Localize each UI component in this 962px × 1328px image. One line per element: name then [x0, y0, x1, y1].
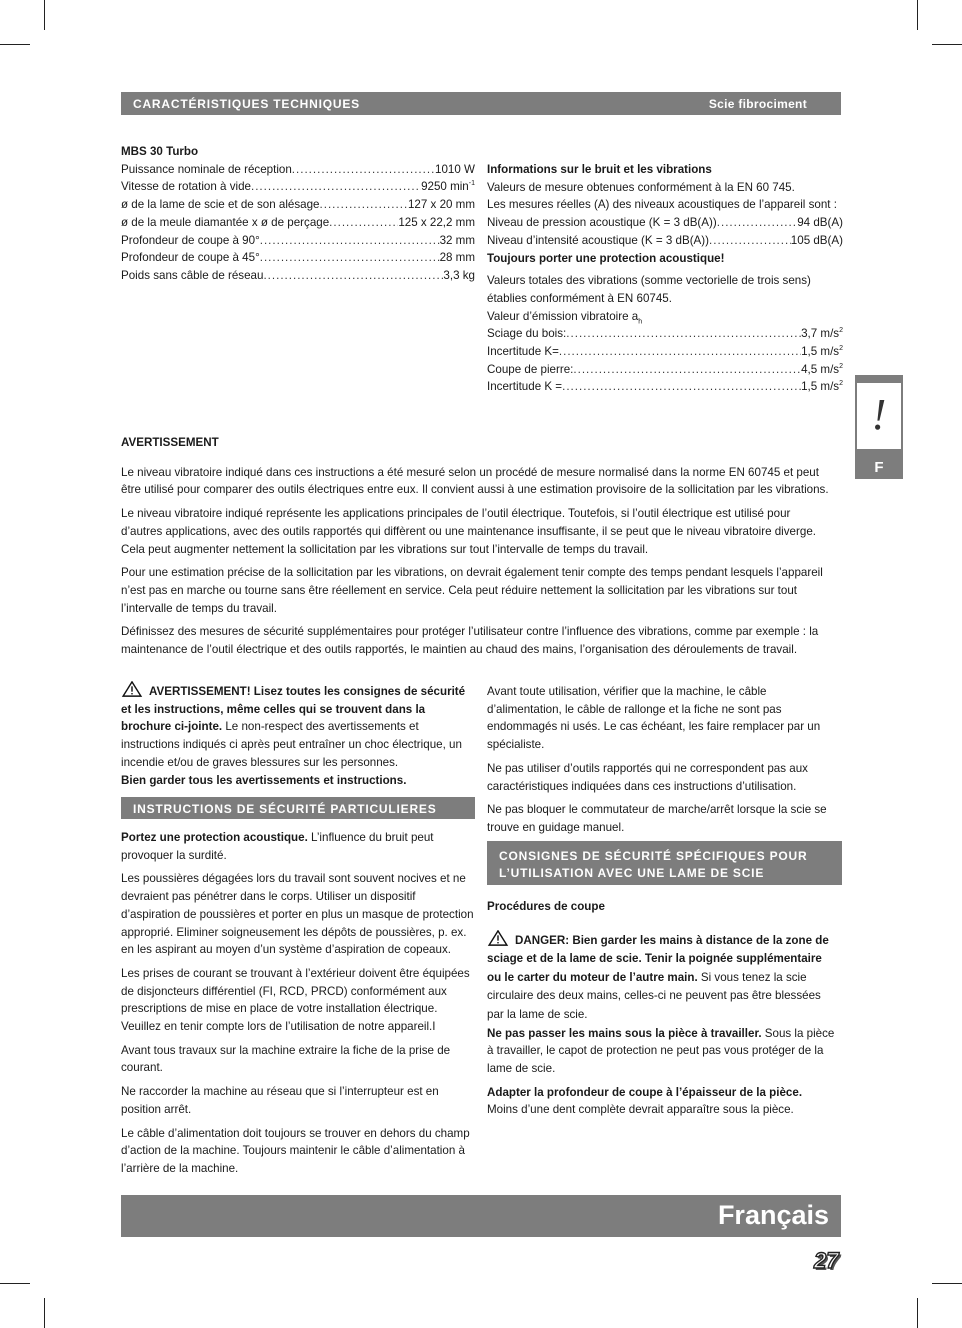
dot-leader: [717, 214, 797, 232]
warning-paragraph: Définissez des mesures de sécurité supplémentaires pour protéger l’utilisateur contre l’influence des vibrations, comme par exemple : la maintenance de l’outil électrique et des outils rapportés, le maintien au chaud des mains, l’organisation des déroulements de travail.: [121, 625, 819, 657]
row-value: 4,5 $m/s^2$: [801, 362, 843, 376]
spec-row: [487, 361, 843, 379]
row-value: 3,7 $m/s^2$: [801, 327, 843, 341]
model-name: MBS 30 Turbo: [121, 145, 199, 158]
row-label: Puissance nominale de réception: [121, 162, 292, 176]
noise-line1: Valeurs de mesure obtenues conformément à la EN 60 745.: [487, 180, 795, 194]
language-letter: F: [874, 459, 884, 476]
right-column: [487, 683, 827, 843]
instruction-paragraph: Avant tous travaux sur la machine extraire la fiche de la prise de courant.: [121, 1043, 451, 1075]
row-value: 1,5 $m/s^2$: [801, 345, 843, 359]
acoustic-bold: Portez une protection acoustique.: [121, 831, 308, 844]
row-value: 94 dB(A): [797, 216, 843, 230]
row-value: 1010 W: [435, 162, 475, 176]
danger-text: Si vous tenez la scie circulaire des deux mains, celles-ci ne peuvent pas être blessées par la lame de scie.: [487, 970, 821, 1022]
warning-paragraph: Le niveau vibratoire indiqué représente les applications principales de l’outil électrique. Toutefois, si l’outil électrique est utilisé pour d’autres applications, avec des outils rapportés qui diffèrent ou une maintenance insuffisante, il se peut que le niveau vibratoire diverge. Cela peut augmenter nettement la sollicitation par les vibrations sur tout l’intervalle de temps du travail.: [121, 507, 816, 556]
exclamation-mark: !: [871, 390, 887, 439]
dot-leader: [260, 249, 440, 267]
crop-mark: [44, 1298, 45, 1328]
crop-mark: [917, 0, 918, 30]
header-title: CARACTÉRISTIQUES TECHNIQUES: [133, 97, 360, 111]
hands-bold: Ne pas passer les mains sous la pièce à travailler.: [487, 1026, 762, 1040]
noise-title: Informations sur le bruit et les vibrations: [487, 163, 712, 176]
warning-side-tab: [855, 375, 903, 479]
warning-triangle-icon: [487, 930, 509, 946]
dot-leader: [329, 214, 398, 232]
row-value: 127 x 20 mm: [407, 198, 475, 212]
warning-paragraph: Pour une estimation précise de la sollicitation par les vibrations, on devrait également tenir compte des temps pendant lesquels l’appareil n’est pas en marche ou tourne sans être réellement en service. Cela peut réduire nettement la sollicitation par les vibrations sur tout l’intervalle de temps du travail.: [121, 566, 823, 615]
row-value: 105 dB(A): [790, 233, 843, 247]
specs-block: [121, 143, 475, 285]
right-column-body: [487, 898, 837, 1119]
instruction-paragraph: Les poussières dégagées lors du travail sont souvent nocives et ne devraient pas pénétrer dans le corps. Utiliser un dispositif d’aspiration de poussières et porter en plus un masque de protection approprié. Eliminer soigneusement les dépôts de poussières, p. ex. en les aspirant au moyen d’un système d’aspiration de copeaux.: [121, 872, 474, 957]
row-value: 125 x 22,2 mm: [398, 215, 475, 229]
warning-paragraph: Le niveau vibratoire indiqué dans ces instructions a été mesuré selon un procédé de mesure normalisé dans la norme EN 60745 et peut être utilisé pour comparer des outils électriques entre eux. Il convient aussi à une estimation provisoire de la sollicitation par les vibrations.: [121, 465, 829, 497]
row-label: Vitesse de rotation à vide: [121, 180, 251, 194]
warning-triangle-icon: [121, 681, 143, 697]
hands-text: Sous la pièce à travailler, le capot de protection ne peut pas vous protéger de la lame de scie.: [487, 1026, 835, 1076]
dot-leader: [573, 361, 801, 379]
spec-row: [487, 325, 843, 343]
row-label: Profondeur de coupe à 90°: [121, 233, 260, 247]
row-label: Coupe de pierre:: [487, 362, 574, 376]
crop-mark: [932, 44, 962, 45]
acoustic-text: L’influence du bruit peut provoquer la surdité.: [121, 831, 434, 862]
spec-row: [121, 232, 475, 250]
spec-row: [121, 161, 475, 179]
instruction-paragraph: Avant toute utilisation, vérifier que la machine, le câble d’alimentation, le câble de rallonge et la fiche ne sont pas endommagés ni usés. Le cas échéant, les faire remplacer par un spécialiste.: [487, 685, 821, 752]
emission-label: Valeur d’émission vibratoire $a_h$: [487, 309, 643, 325]
row-label: Incertitude K=: [487, 345, 559, 359]
instruction-paragraph: Ne raccorder la machine au réseau que si l’interrupteur est en position arrêt.: [121, 1085, 439, 1116]
row-value: 1,5 $m/s^2$: [801, 380, 843, 394]
crop-mark: [44, 0, 45, 30]
vibration-intro: Valeurs totales des vibrations (somme vectorielle de trois sens) établies conformément à EN 60745.: [487, 274, 811, 305]
protection-note: Toujours porter une protection acoustique!: [487, 251, 725, 265]
row-value: 3,3 kg: [443, 268, 475, 282]
dot-leader: [263, 267, 443, 285]
crop-mark: [0, 44, 30, 45]
procedure-title: Procédures de coupe: [487, 900, 605, 913]
spec-row: [121, 196, 475, 214]
section-title: INSTRUCTIONS DE SÉCURITÉ PARTICULIERES: [133, 802, 437, 816]
dot-leader: [562, 378, 801, 396]
depth-text: Moins d’une dent complète devrait apparaître sous la pièce.: [487, 1103, 794, 1117]
row-label: Incertitude K =: [487, 380, 563, 394]
dot-leader: [709, 232, 791, 250]
footer-bar: [121, 1195, 841, 1237]
spec-row: [121, 249, 475, 267]
section-bar-circular: [487, 841, 842, 897]
dot-leader: [260, 232, 440, 250]
row-label: Profondeur de coupe à 45°: [121, 251, 260, 265]
row-label: Sciage du bois:: [487, 327, 567, 341]
keep-instructions: Bien garder tous les avertissements et instructions.: [121, 773, 407, 787]
dot-leader: [559, 343, 801, 361]
left-column-body: [121, 829, 477, 1184]
dot-leader: [251, 178, 421, 196]
spec-row: [487, 214, 843, 232]
danger-bold: DANGER: Bien garder les mains à distance de la zone de sciage et de la lame de scie. Tenir la poignée supplémentaire ou le carter du moteur de l’autre main.: [487, 933, 829, 984]
footer-language: Français: [717, 1200, 829, 1230]
warning-block: [121, 434, 833, 665]
instruction-paragraph: Le câble d’alimentation doit toujours se trouver en dehors du champ d’action de la machine. Toujours maintenir le câble d’alimentation à l’arrière de la machine.: [121, 1126, 470, 1175]
dot-leader: [566, 325, 801, 343]
spec-row: [487, 232, 843, 250]
depth-bold: Adapter la profondeur de coupe à l’épaisseur de la pièce.: [487, 1085, 803, 1099]
spec-row: [121, 178, 475, 196]
row-label: ø de la lame de scie et de son alésage: [121, 198, 320, 212]
section-title-circular: CONSIGNES DE SÉCURITÉ SPÉCIFIQUES POUR L’UTILISATION AVEC UNE LAME DE SCIE CIRCULAIRE: [499, 849, 808, 897]
spec-row: [487, 343, 843, 361]
page-number: 27: [814, 1248, 839, 1273]
instruction-paragraph: Ne pas bloquer le commutateur de marche/arrêt lorsque la scie se trouve en guidage manuel.: [487, 803, 827, 834]
spec-row: [121, 267, 475, 285]
dot-leader: [292, 161, 435, 179]
warning-title: AVERTISSEMENT: [121, 436, 219, 449]
row-label: Poids sans câble de réseau: [121, 268, 264, 282]
crop-mark: [932, 1283, 962, 1284]
instruction-paragraph: Ne pas utiliser d’outils rapportés qui ne correspondent pas aux caractéristiques indiquées dans ces instructions d’utilisation.: [487, 761, 808, 793]
row-label: Niveau de pression acoustique (K = 3 dB(A)): [487, 216, 717, 230]
row-value: 28 mm: [439, 251, 475, 265]
row-label: Niveau d’intensité acoustique (K = 3 dB(A)): [487, 233, 710, 247]
header-bar: [121, 92, 841, 115]
safety-warning-bold: AVERTISSEMENT! Lisez toutes les consignes de sécurité et les instructions, même celles qui se trouvent dans la brochure ci-jointe.: [121, 685, 466, 734]
row-value: 32 mm: [439, 233, 475, 247]
noise-line2: Les mesures réelles (A) des niveaux acoustiques de l’appareil sont :: [487, 198, 837, 212]
spec-row: [487, 378, 843, 396]
row-label: ø de la meule diamantée x ø de perçage: [121, 215, 330, 229]
instruction-paragraph: Les prises de courant se trouvant à l’extérieur doivent être équipées de disjoncteurs différentiel (FI, RCD, PRCD) conformément aux prescriptions de mise en place de votre installation électrique. Veuillez en tenir compte lors de l’utilisation de notre appareil.I: [121, 966, 470, 1034]
crop-mark: [0, 1283, 30, 1284]
crop-mark: [917, 1298, 918, 1328]
section-bar: [121, 797, 475, 819]
row-value: 9250 $\min^{-1}$: [421, 180, 475, 194]
spec-row: [121, 214, 475, 232]
header-product: Scie fibrociment: [708, 97, 807, 111]
noise-block: [487, 161, 843, 396]
left-column: [121, 681, 477, 789]
safety-warning-text: Le non-respect des avertissements et instructions indiqués ci après peut entraîner un choc électrique, un incendie et/ou de graves blessures sur les personnes.: [121, 720, 462, 769]
dot-leader: [320, 196, 408, 214]
